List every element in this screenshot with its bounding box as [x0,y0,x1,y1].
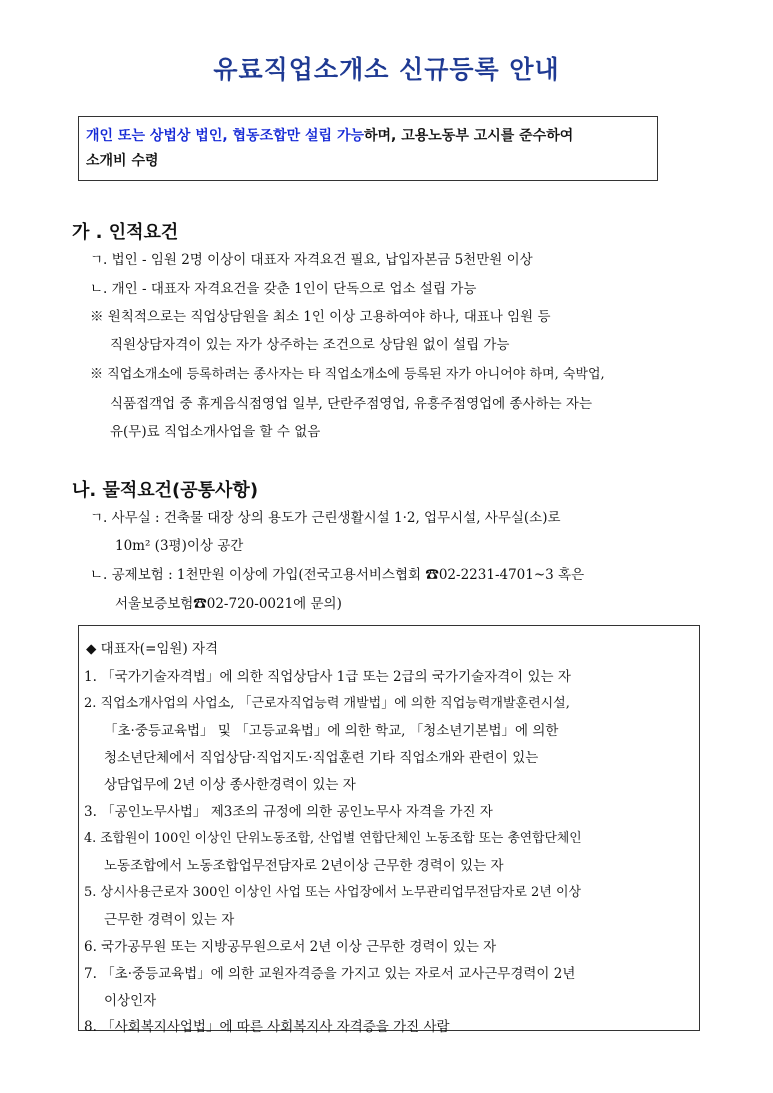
qualification-item: 8. 「사회복지사업법」에 따른 사회복지사 자격증을 가진 사람 [84,1019,450,1035]
qualification-item: 5. 상시사용근로자 300인 이상인 사업 또는 사업장에서 노무관리업무전담자로 2년 이상 [84,885,582,900]
qualification-item: 7. 「초·중등교육법」에 의한 교원자격증을 가지고 있는 자로서 교사근무경력이 2년 [84,966,576,982]
section-a-line: ※ 원칙적으로는 직업상담원을 최소 1인 이상 고용하여야 하나, 대표나 임원 등 [90,309,551,325]
qualification-item: 2. 직업소개사업의 사업소, 「근로자직업능력 개발법」에 의한 직업능력개발훈련시설, [84,696,570,711]
qualification-heading: ◆ 대표자(=임원) 자격 [86,641,219,657]
page-title: 유료직업소개소 신규등록 안내 [213,55,560,84]
qualification-item: 3. 「공인노무사법」 제3조의 규정에 의한 공인노무사 자격을 가진 자 [84,804,493,820]
section-a-line: 유(무)료 직업소개사업을 할 수 없음 [110,424,321,440]
section-b-line: ㄴ. 공제보험 : 1천만원 이상에 가입(전국고용서비스협회 ☎02-2231-4701~3 혹은 [90,567,585,583]
qualification-item: 상담업무에 2년 이상 종사한경력이 있는 자 [104,777,356,793]
notice-text: 하며, 고용노동부 고시를 준수하여 [364,128,574,144]
section-b-line: 10m² (3평)이상 공간 [115,538,244,554]
section-a-line: 직원상담자격이 있는 자가 상주하는 조건으로 상담원 없이 설립 가능 [110,337,510,353]
qualification-item: 4. 조합원이 100인 이상인 단위노동조합, 산업별 연합단체인 노동조합 또는 총연합단체인 [84,831,582,846]
qualification-item: 청소년단체에서 직업상담·직업지도·직업훈련 기타 직업소개와 관련이 있는 [104,750,539,766]
qualification-item: 노동조합에서 노동조합업무전담자로 2년이상 근무한 경력이 있는 자 [104,858,504,874]
qualification-item: 이상인자 [104,993,157,1009]
section-a-line: ※ 직업소개소에 등록하려는 종사자는 타 직업소개소에 등록된 자가 아니어야 하며, 숙박업, [90,367,605,382]
section-b-line: ㄱ. 사무실 : 건축물 대장 상의 용도가 근린생활시설 1·2, 업무시설, 사무실(소)로 [90,510,561,526]
notice-highlight: 개인 또는 상법상 법인, 협동조합만 설립 가능 [86,128,364,144]
notice-line-1 [86,124,650,149]
section-a-line: ㄱ. 법인 - 임원 2명 이상이 대표자 자격요건 필요, 납입자본금 5천만원 이상 [90,252,533,268]
qualification-item: 1. 「국가기술자격법」에 의한 직업상담사 1급 또는 2급의 국가기술자격이 있는 자 [84,669,571,685]
qualification-item: 6. 국가공무원 또는 지방공무원으로서 2년 이상 근무한 경력이 있는 자 [84,939,497,955]
notice-line-2: 소개비 수령 [86,153,159,169]
qualification-item: 「초·중등교육법」 및 「고등교육법」에 의한 학교, 「청소년기본법」에 의한 [104,723,559,739]
notice-box [78,116,658,181]
qualification-item: 근무한 경력이 있는 자 [104,912,235,928]
section-a-heading: 가 . 인적요건 [72,222,179,243]
section-b-heading: 나. 물적요건(공통사항) [72,480,259,501]
section-a-line: 식품접객업 중 휴게음식점영업 일부, 단란주점영업, 유흥주점영업에 종사하는 자는 [110,396,593,412]
section-b-line: 서울보증보험☎02-720-0021에 문의) [115,596,342,612]
section-a-line: ㄴ. 개인 - 대표자 자격요건을 갖춘 1인이 단독으로 업소 설립 가능 [90,281,477,297]
